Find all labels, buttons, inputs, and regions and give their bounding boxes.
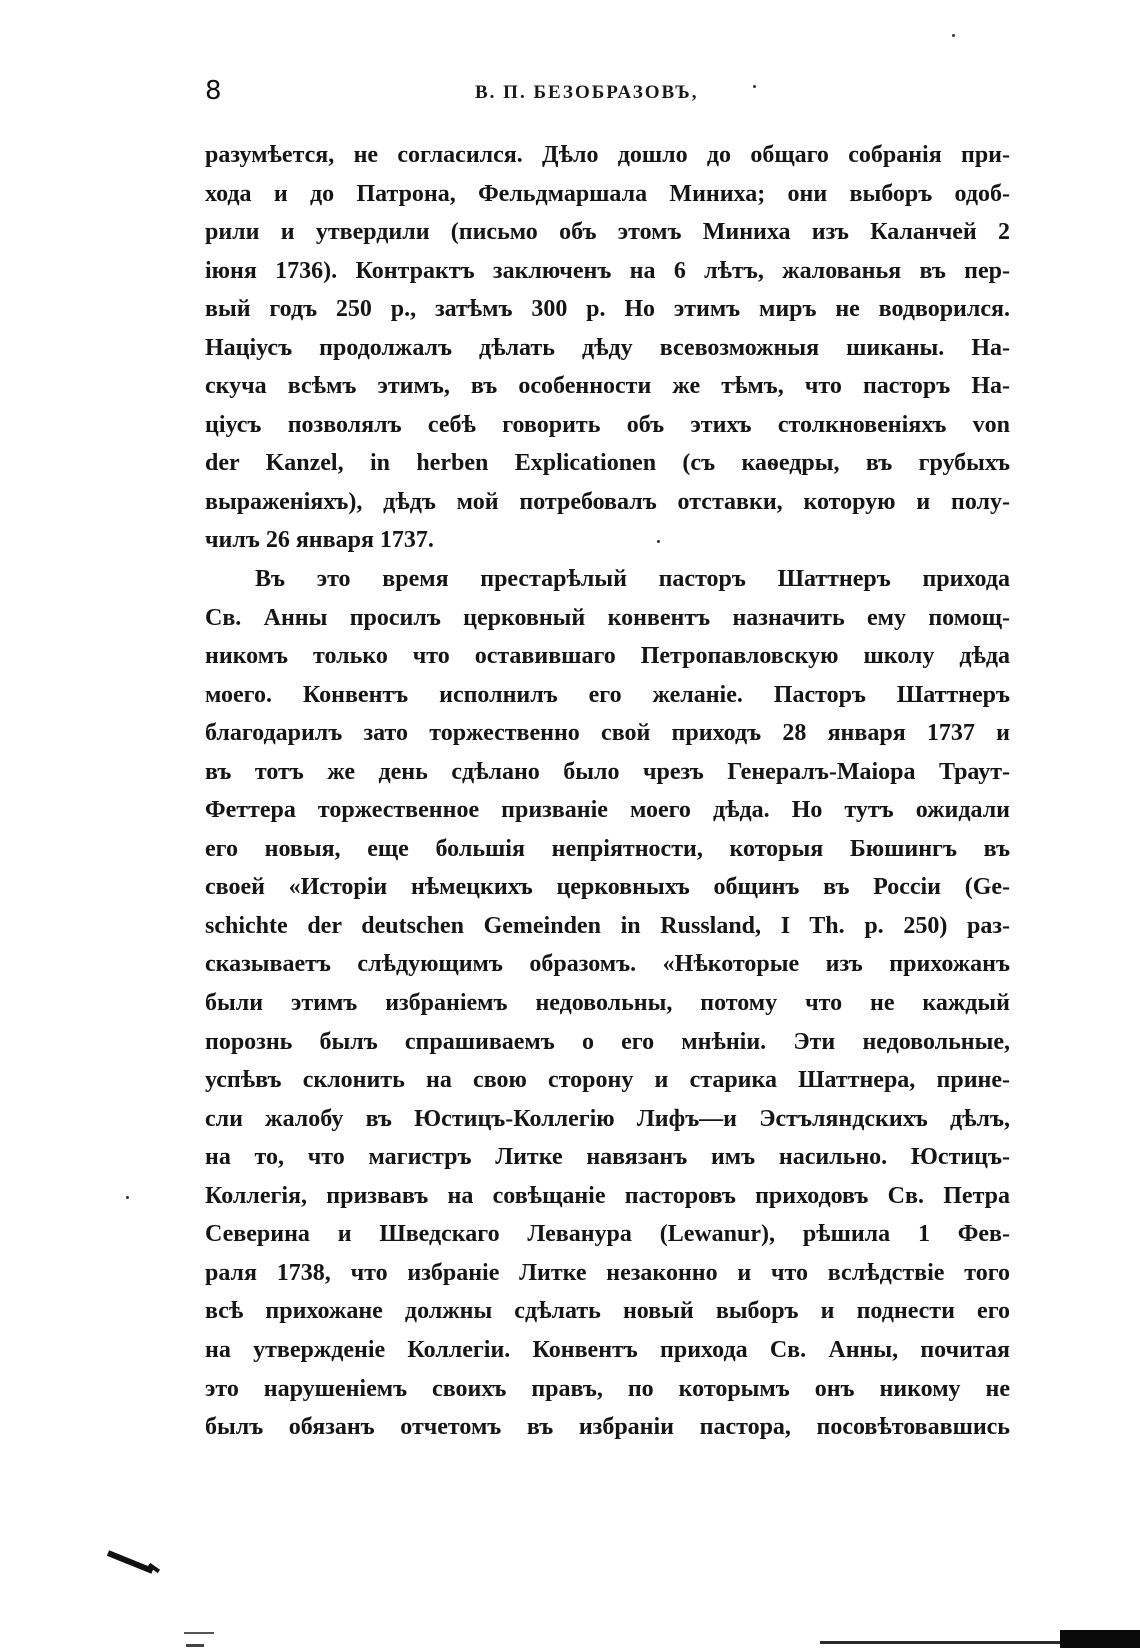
text-line: на утвержденіе Коллегіи. Конвентъ прихода Св. Анны, почитая [205, 1336, 1010, 1363]
text-line: успѣвъ склонить на свою сторону и старика Шаттнера, прине- [205, 1067, 1010, 1094]
text-line: никомъ только что оставившаго Петропавловскую школу дѣда [205, 643, 1010, 670]
scan-speck [952, 34, 955, 37]
text-line: разумѣется, не согласился. Дѣло дошло до общаго собранія при- [205, 142, 1010, 168]
text-line: сли жалобу въ Юстицъ-Коллегію Лифъ—и Эстъляндскихъ дѣлъ, [205, 1105, 1010, 1132]
text-line: скуча всѣмъ этимъ, въ особенности же тѣмъ, что пасторъ На- [205, 373, 1010, 400]
text-line: Св. Анны просилъ церковный конвентъ назначить ему помощ- [205, 604, 1010, 631]
scan-speck [657, 540, 660, 543]
scan-smudge [107, 1550, 154, 1574]
scan-edge [1060, 1630, 1140, 1648]
text-line: порознь былъ спрашиваемъ о его мнѣніи. Эти недовольные, [205, 1028, 1010, 1055]
text-line: Въ это время престарѣлый пасторъ Шаттнеръ прихода [255, 566, 1010, 593]
text-line: былъ обязанъ отчетомъ въ избраніи пастора, посовѣтовавшись [205, 1414, 1010, 1441]
text-line: Феттера торжественное призваніе моего дѣда. Но тутъ ожидали [205, 797, 1010, 824]
text-line: рили и утвердили (письмо объ этомъ Миниха изъ Каланчей 2 [205, 219, 1010, 246]
scan-edge [184, 1632, 214, 1634]
text-line: всѣ прихожане должны сдѣлать новый выборъ и поднести его [205, 1298, 1010, 1325]
text-line: выраженіяхъ), дѣдъ мой потребовалъ отставки, которую и полу- [205, 488, 1010, 515]
text-line: вый годъ 250 р., затѣмъ 300 р. Но этимъ миръ не водворился. [205, 296, 1010, 323]
scan-speck [126, 1196, 129, 1199]
text-line: на то, что магистръ Литке навязанъ имъ насильно. Юстицъ- [205, 1144, 1010, 1171]
scan-speck [753, 85, 756, 88]
text-line: schichte der deutschen Gemeinden in Russland, I Th. p. 250) раз- [205, 912, 1010, 939]
text-line: ціусъ позволялъ себѣ говорить объ этихъ столкновеніяхъ von [205, 411, 1010, 438]
text-line: благодарилъ зато торжественно свой приходъ 28 января 1737 и [205, 720, 1010, 747]
text-line: Коллегія, призвавъ на совѣщаніе пасторовъ приходовъ Св. Петра [205, 1182, 1010, 1209]
text-line: хода и до Патрона, Фельдмаршала Миниха; они выборъ одоб- [205, 180, 1010, 207]
text-line: Нацiусъ продолжалъ дѣлать дѣду всевозможныя шиканы. На- [205, 334, 1010, 361]
page-header [205, 76, 1010, 116]
text-line: раля 1738, что избраніе Литке незаконно и что вслѣдствіе того [205, 1259, 1010, 1286]
text-line: Северина и Шведскаго Леванура (Lewanur), рѣшила 1 Фев- [205, 1221, 1010, 1248]
scan-edge [820, 1641, 1060, 1644]
text-line: своей «Исторіи нѣмецкихъ церковныхъ общинъ въ Россіи (Ge- [205, 874, 1010, 901]
text-line: въ тотъ же день сдѣлано было чрезъ Генералъ-Маіора Траут- [205, 758, 1010, 785]
scan-edge [186, 1644, 204, 1647]
text-line: чилъ 26 января 1737. [205, 527, 434, 554]
body-text [205, 136, 1010, 1447]
text-line: іюня 1736). Контрактъ заключенъ на 6 лѣтъ, жалованья въ пер- [205, 257, 1010, 284]
text-line: моего. Конвентъ исполнилъ его желаніе. Пасторъ Шаттнеръ [205, 681, 1010, 708]
running-head: В. П. БЕЗОБРАЗОВЪ, [475, 82, 699, 103]
text-line: der Kanzel, in herben Explicationen (съ каѳедры, въ грубыхъ [205, 450, 1010, 477]
text-line: его новыя, еще большія непріятности, которыя Бюшингъ въ [205, 835, 1010, 862]
text-line: сказываетъ слѣдующимъ образомъ. «Нѣкоторые изъ прихожанъ [205, 951, 1010, 978]
text-line: это нарушеніемъ своихъ правъ, по которымъ онъ никому не [205, 1375, 1010, 1402]
page-number: 8 [205, 76, 223, 106]
text-line: были этимъ избраніемъ недовольны, потому что не каждый [205, 990, 1010, 1017]
